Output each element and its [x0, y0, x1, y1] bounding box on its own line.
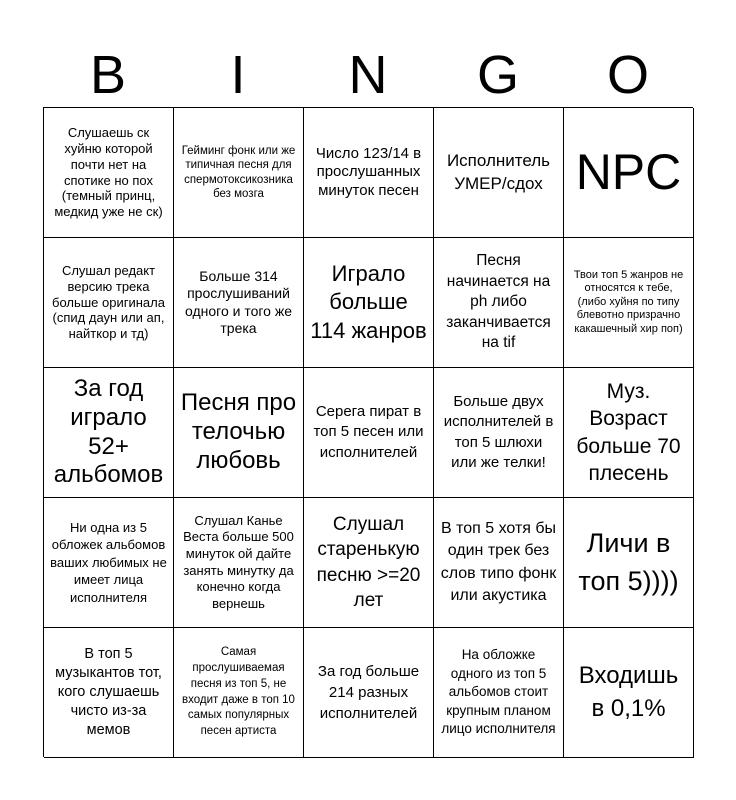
bingo-cell[interactable]	[174, 498, 304, 628]
cell-text: Личи в топ 5))))	[578, 528, 679, 596]
bingo-cell[interactable]	[44, 498, 174, 628]
cell-text: За год больше 214 разных исполнителей	[317, 663, 420, 722]
bingo-cell[interactable]	[304, 628, 434, 758]
cell-text: Слушал Канье Веста больше 500 минуток ой дайте занять минутку да конечно когда вернешь	[183, 512, 294, 611]
bingo-cell[interactable]	[434, 498, 564, 628]
bingo-cell[interactable]	[44, 628, 174, 758]
bingo-board	[43, 107, 693, 757]
cell-text: Входишь в 0,1%	[578, 662, 679, 722]
cell-text: Играло больше 114 жанров	[310, 260, 427, 343]
bingo-cell[interactable]	[564, 108, 694, 238]
cell-text: Слушаешь ск хуйню которой почти нет на спотике но пох (темный принц, медкид уже не ск)	[54, 124, 163, 220]
bingo-cell[interactable]	[304, 368, 434, 498]
cell-text: В топ 5 музыкантов тот, кого слушаешь чисто из-за мемов	[55, 646, 162, 738]
bingo-cell[interactable]	[44, 368, 174, 498]
cell-text: Слушал редакт версию трека больше оригинала (спид даун или ап, найткор и тд)	[52, 262, 165, 342]
title-letter-b: B	[89, 45, 127, 105]
cell-text: Твои топ 5 жанров не относятся к тебе, (либо хуйня по типу блевотно призрачно какашечный хир поп)	[573, 268, 684, 335]
cell-text: Песня про телочью любовь	[180, 389, 297, 474]
title-letter-o: O	[606, 45, 649, 105]
bingo-cell[interactable]	[304, 108, 434, 238]
cell-text: Ни одна из 5 обложек альбомов ваших любимых не имеет лица исполнителя	[50, 519, 167, 605]
bingo-cell[interactable]	[174, 238, 304, 368]
bingo-title	[43, 42, 693, 108]
bingo-cell[interactable]	[304, 238, 434, 368]
bingo-cell[interactable]	[564, 628, 694, 758]
bingo-cell[interactable]	[564, 238, 694, 368]
bingo-cell[interactable]	[434, 108, 564, 238]
cell-text: Больше двух исполнителей в топ 5 шлюхи или же телки!	[443, 393, 554, 471]
cell-text: NPC	[575, 144, 682, 200]
title-letter-i: I	[230, 45, 246, 105]
cell-text: Муз. Возраст больше 70 плесень	[576, 379, 681, 485]
bingo-cell[interactable]	[174, 108, 304, 238]
cell-text: Больше 314 прослушиваний одного и того же трека	[184, 268, 293, 336]
cell-text: На обложке одного из топ 5 альбомов стоит крупным планом лицо исполнителя	[441, 646, 556, 737]
cell-text: За год играло 52+ альбомов	[53, 374, 164, 489]
bingo-cell[interactable]	[174, 628, 304, 758]
cell-text: Число 123/14 в прослушанных минуток песен	[315, 145, 422, 199]
bingo-cell[interactable]	[44, 108, 174, 238]
bingo-cell[interactable]	[564, 368, 694, 498]
cell-text: Серега пират в топ 5 песен или исполнителей	[313, 403, 424, 461]
bingo-cell[interactable]	[434, 628, 564, 758]
bingo-cell[interactable]	[434, 368, 564, 498]
cell-text: Слушал старенькую песню >=20 лет	[316, 514, 421, 611]
bingo-cell[interactable]	[564, 498, 694, 628]
cell-text: Исполнитель УМЕР/сдох	[446, 151, 551, 193]
cell-text: Песня начинается на ph либо заканчивается на tif	[446, 251, 551, 352]
bingo-cell[interactable]	[44, 238, 174, 368]
title-letter-g: G	[476, 45, 519, 105]
title-letter-n: N	[348, 45, 388, 105]
cell-text: В топ 5 хотя бы один трек без слов типо фонк или акустика	[440, 519, 557, 604]
bingo-cell[interactable]	[434, 238, 564, 368]
bingo-cell[interactable]	[174, 368, 304, 498]
bingo-cell[interactable]	[304, 498, 434, 628]
cell-text: Гейминг фонк или же типичная песня для спермотоксикозника без мозга	[181, 145, 296, 200]
cell-text: Самая прослушиваемая песня из топ 5, не входит даже в топ 10 самых популярных песен артиста	[182, 645, 295, 738]
